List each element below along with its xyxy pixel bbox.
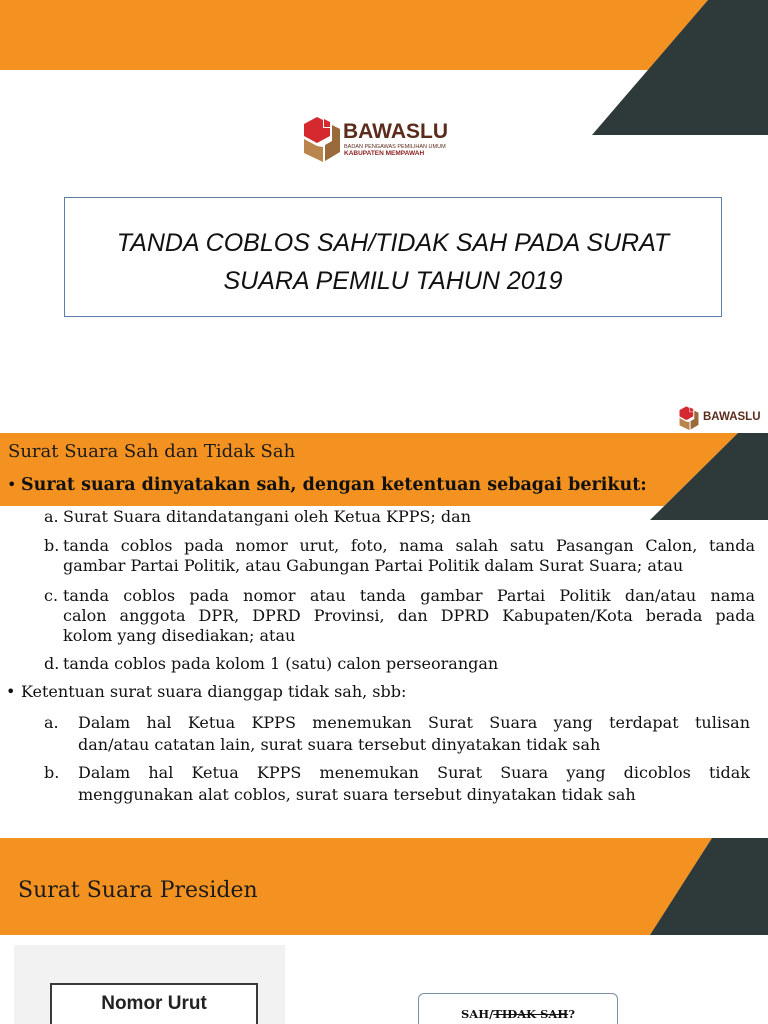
list-item-line: gambar Partai Politik, atau Gabungan Partai Politik dalam Surat Suara; atau — [63, 556, 684, 575]
invalid-item-a-label: a. — [44, 713, 59, 732]
valid-item-d — [63, 654, 755, 674]
slide1-title-line-1: TANDA COBLOS SAH/TIDAK SAH PADA SURAT — [116, 229, 670, 257]
slide1-logo-subtitle: BADAN PENGAWAS PEMILIHAN UMUM — [344, 144, 446, 150]
list-item-line: dan/atau catatan lain, surat suara tersebut dinyatakan tidak sah — [78, 734, 601, 754]
slide2-heading: Surat Suara Sah dan Tidak Sah — [8, 441, 296, 462]
list-item-line: calon anggota DPR, DPRD Provinsi, dan DPRD Kabupaten/Kota berada pada — [63, 606, 755, 625]
list-item-line: tanda coblos pada nomor atau tanda gambar Partai Politik dan/atau nama — [63, 586, 755, 605]
slide1-title-box — [64, 197, 722, 317]
slide1-logo-region: KABUPATEN MEMPAWAH — [344, 150, 425, 157]
slide2-logo-name: BAWASLU — [703, 411, 761, 423]
valid-question-box — [418, 993, 618, 1024]
valid-item-a-label: a. — [44, 507, 59, 526]
valid-item-c-label: c. — [44, 586, 59, 605]
invalid-item-b — [78, 762, 750, 805]
ballot-number-box — [50, 983, 258, 1024]
slide1-logo-name: BAWASLU — [343, 120, 448, 143]
slide1-title-line-2: SUARA PEMILU TAHUN 2019 — [223, 267, 563, 295]
list-item-line: tanda coblos pada kolom 1 (satu) calon perseorangan — [63, 654, 499, 673]
valid-rule-text: Surat suara dinyatakan sah, dengan ketentuan sebagai berikut: — [21, 475, 647, 495]
question-prefix: SAH/ — [461, 1007, 494, 1021]
invalid-item-b-label: b. — [44, 763, 60, 782]
valid-item-a — [63, 507, 755, 527]
ballot-number-label: Nomor Urut — [101, 993, 207, 1014]
bawaslu-logo-icon — [303, 116, 341, 164]
slide3-heading: Surat Suara Presiden — [18, 878, 258, 903]
invalid-rule-text: Ketentuan surat suara dianggap tidak sah, sbb: — [21, 682, 407, 701]
question-suffix: ? — [568, 1007, 575, 1021]
bullet-icon: • — [7, 475, 17, 494]
bullet-icon: • — [6, 682, 16, 701]
valid-item-d-label: d. — [44, 654, 60, 673]
invalid-rule-heading — [6, 682, 407, 702]
valid-question — [419, 1007, 617, 1021]
list-item-line: kolom yang disediakan; atau — [63, 626, 296, 645]
valid-item-b — [63, 536, 755, 576]
valid-item-c — [63, 586, 755, 646]
list-item-line: Dalam hal Ketua KPPS menemukan Surat Suara yang terdapat tulisan — [78, 713, 750, 732]
invalid-item-a — [78, 712, 750, 755]
list-item-line: tanda coblos pada nomor urut, foto, nama salah satu Pasangan Calon, tanda — [63, 536, 755, 555]
slide1-header-decoration — [0, 0, 768, 140]
list-item-line: menggunakan alat coblos, surat suara tersebut dinyatakan tidak sah — [78, 784, 636, 804]
question-struck-text: TIDAK SAH — [493, 1007, 569, 1021]
list-item-line: Surat Suara ditandatangani oleh Ketua KPPS; dan — [63, 507, 471, 526]
valid-rule-heading — [7, 474, 647, 496]
slide2-logo-icon — [679, 405, 699, 432]
valid-item-b-label: b. — [44, 536, 60, 555]
list-item-line: Dalam hal Ketua KPPS menemukan Surat Suara yang dicoblos tidak — [78, 763, 750, 782]
slide1-orange-band — [0, 0, 708, 70]
